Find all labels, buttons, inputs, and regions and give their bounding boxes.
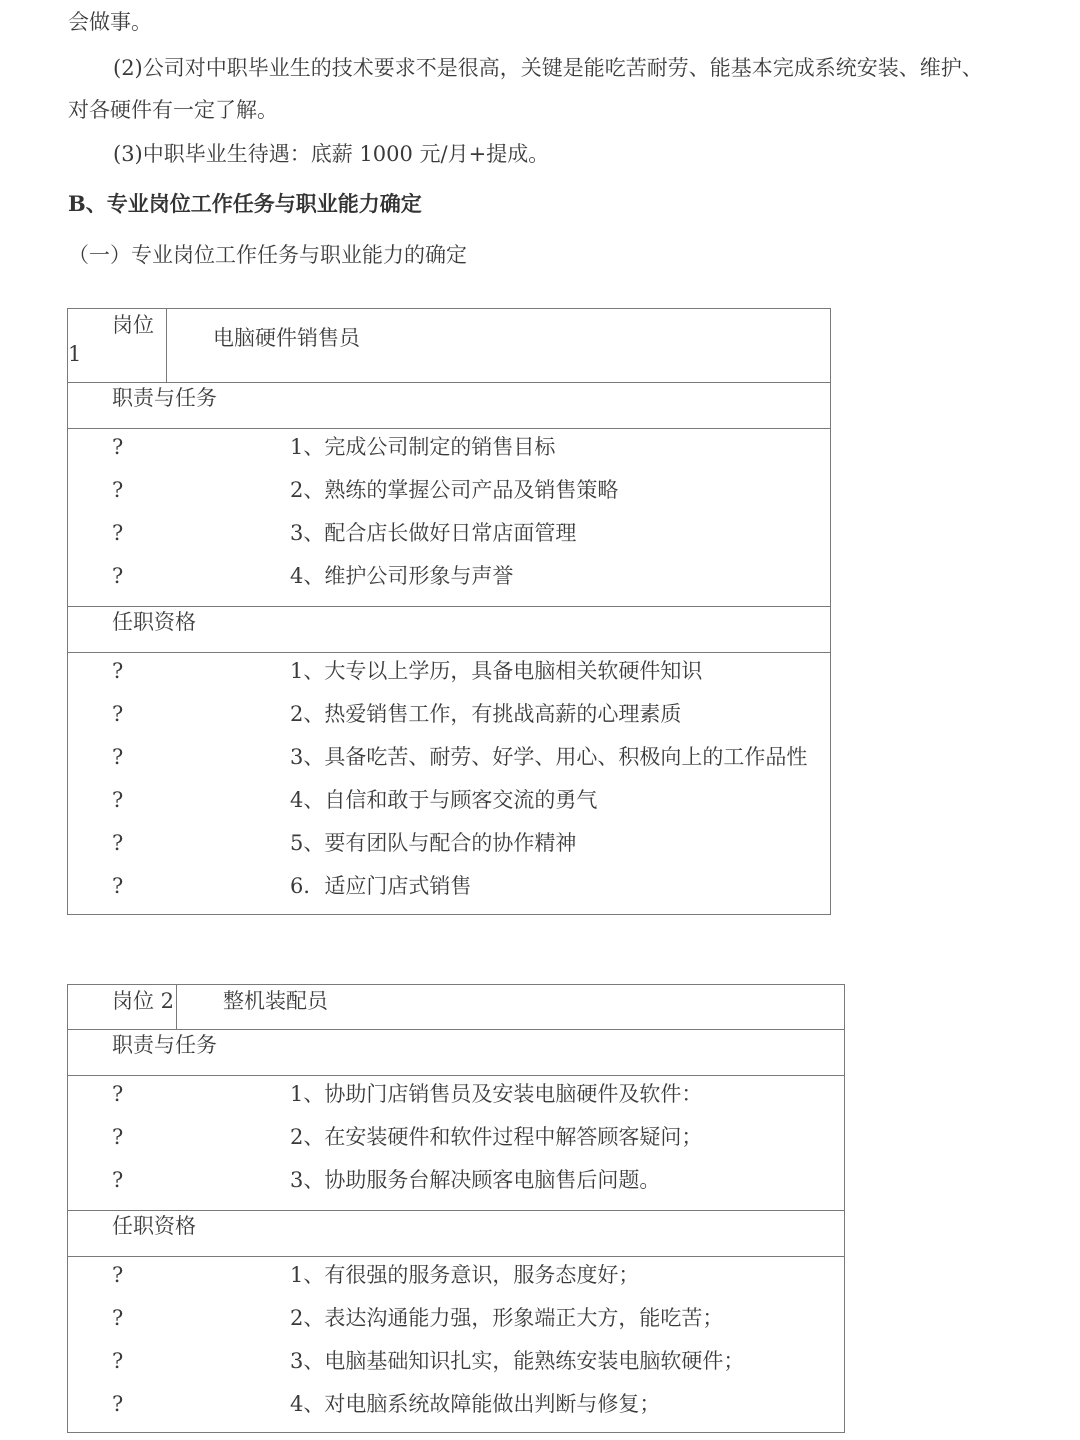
position-number: 1 bbox=[68, 342, 82, 366]
intro-line-2: 对各硬件有一定了解。 bbox=[68, 98, 278, 122]
list-item-text: 2、热爱销售工作，有挑战高薪的心理素质 bbox=[290, 702, 682, 726]
list-item-text: 3、电脑基础知识扎实，能熟练安装电脑软硬件； bbox=[290, 1349, 745, 1373]
bullet-marker: ? bbox=[112, 564, 124, 588]
bullet-marker: ? bbox=[112, 1082, 124, 1106]
list-item bbox=[68, 475, 830, 518]
list-item-text: 3、协助服务台解决顾客电脑售后问题。 bbox=[290, 1168, 661, 1192]
quals-list bbox=[68, 653, 831, 915]
bullet-marker: ? bbox=[112, 874, 124, 898]
list-item bbox=[68, 1079, 844, 1122]
duties-list bbox=[68, 429, 831, 607]
bullet-marker: ? bbox=[112, 745, 124, 769]
quals-heading: 任职资格 bbox=[68, 1211, 845, 1257]
list-item-text: 3、配合店长做好日常店面管理 bbox=[290, 521, 577, 545]
intro-line-3: (3)中职毕业生待遇：底薪 1000 元/月+提成。 bbox=[113, 142, 550, 166]
position-name-cell bbox=[177, 985, 845, 1030]
list-item bbox=[68, 656, 830, 699]
list-item bbox=[68, 432, 830, 475]
list-item-text: 4、维护公司形象与声誉 bbox=[290, 564, 514, 588]
list-item-text: 2、熟练的掌握公司产品及销售策略 bbox=[290, 478, 619, 502]
duties-list bbox=[68, 1076, 845, 1211]
list-item-text: 2、在安装硬件和软件过程中解答顾客疑问； bbox=[290, 1125, 703, 1149]
bullet-marker: ? bbox=[112, 478, 124, 502]
position-name: 电脑硬件销售员 bbox=[213, 326, 360, 350]
position-label: 岗位 2 bbox=[112, 989, 175, 1013]
position-label: 岗位 bbox=[112, 313, 154, 337]
bullet-marker: ? bbox=[112, 1349, 124, 1373]
quals-heading: 任职资格 bbox=[68, 607, 831, 653]
bullet-marker: ? bbox=[112, 1168, 124, 1192]
job-table-1 bbox=[67, 308, 831, 915]
list-item-text: 1、完成公司制定的销售目标 bbox=[290, 435, 556, 459]
list-item-text: 1、有很强的服务意识，服务态度好； bbox=[290, 1263, 640, 1287]
list-item-text: 2、表达沟通能力强，形象端正大方，能吃苦； bbox=[290, 1306, 724, 1330]
list-item-text: 6．适应门店式销售 bbox=[290, 874, 472, 898]
list-item-text: 4、对电脑系统故障能做出判断与修复； bbox=[290, 1392, 661, 1416]
list-item bbox=[68, 828, 830, 871]
bullet-marker: ? bbox=[112, 1125, 124, 1149]
bullet-marker: ? bbox=[112, 1392, 124, 1416]
position-name-cell bbox=[167, 309, 831, 383]
quals-list bbox=[68, 1257, 845, 1433]
list-item bbox=[68, 518, 830, 561]
list-item-text: 3、具备吃苦、耐劳、好学、用心、积极向上的工作品性 bbox=[290, 745, 808, 769]
position-label-cell bbox=[68, 985, 177, 1030]
duties-heading: 职责与任务 bbox=[68, 1030, 845, 1076]
list-item bbox=[68, 785, 830, 828]
list-item bbox=[68, 1122, 844, 1165]
bullet-marker: ? bbox=[112, 702, 124, 726]
list-item bbox=[68, 699, 830, 742]
subsection-title: （一）专业岗位工作任务与职业能力的确定 bbox=[68, 243, 467, 267]
position-name: 整机装配员 bbox=[223, 989, 328, 1013]
list-item bbox=[68, 1346, 844, 1389]
bullet-marker: ? bbox=[112, 831, 124, 855]
intro-line-0: 会做事。 bbox=[68, 10, 152, 34]
list-item bbox=[68, 871, 830, 914]
duties-heading: 职责与任务 bbox=[68, 383, 831, 429]
list-item bbox=[68, 1260, 844, 1303]
position-label-cell bbox=[68, 309, 167, 383]
list-item bbox=[68, 1165, 844, 1208]
list-item-text: 5、要有团队与配合的协作精神 bbox=[290, 831, 577, 855]
bullet-marker: ? bbox=[112, 659, 124, 683]
job-table-2 bbox=[67, 984, 845, 1433]
list-item bbox=[68, 561, 830, 604]
intro-line-1: (2)公司对中职毕业生的技术要求不是很高，关键是能吃苦耐劳、能基本完成系统安装、维护、 bbox=[113, 56, 983, 80]
bullet-marker: ? bbox=[112, 521, 124, 545]
list-item-text: 1、大专以上学历，具备电脑相关软硬件知识 bbox=[290, 659, 703, 683]
list-item bbox=[68, 1303, 844, 1346]
list-item-text: 4、自信和敢于与顾客交流的勇气 bbox=[290, 788, 598, 812]
bullet-marker: ? bbox=[112, 788, 124, 812]
section-b-title: B、专业岗位工作任务与职业能力确定 bbox=[68, 191, 422, 216]
bullet-marker: ? bbox=[112, 435, 124, 459]
bullet-marker: ? bbox=[112, 1306, 124, 1330]
list-item bbox=[68, 742, 830, 785]
list-item-text: 1、协助门店销售员及安装电脑硬件及软件： bbox=[290, 1082, 703, 1106]
list-item bbox=[68, 1389, 844, 1432]
bullet-marker: ? bbox=[112, 1263, 124, 1287]
